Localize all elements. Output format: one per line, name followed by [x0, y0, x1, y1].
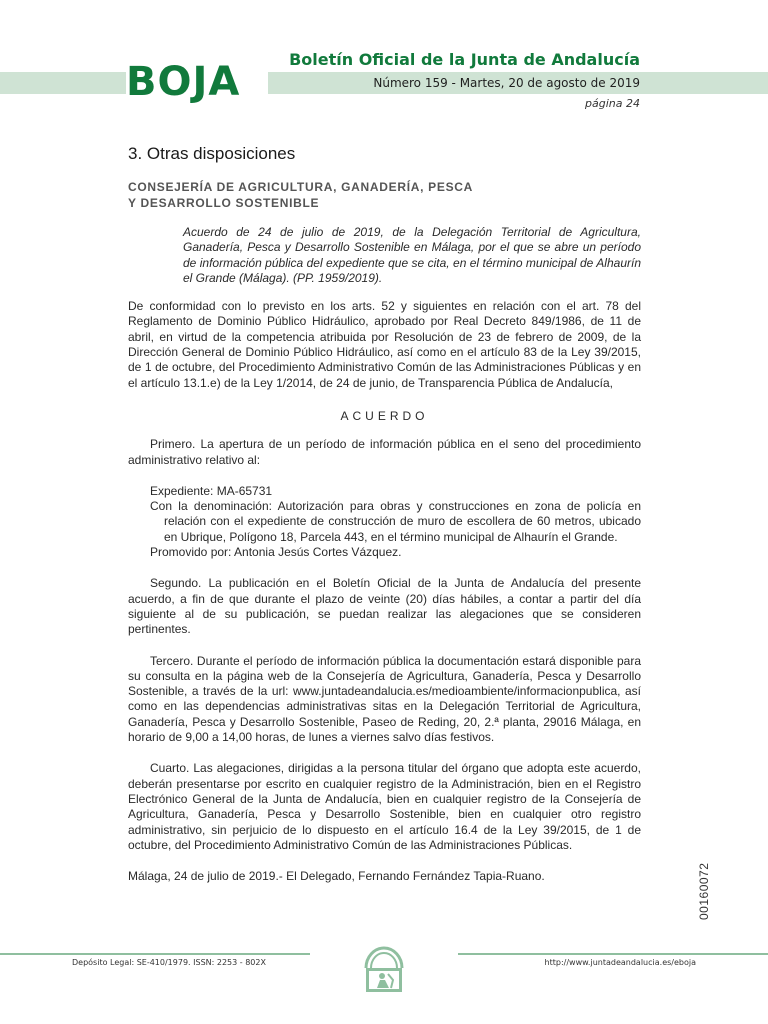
intro-paragraph: De conformidad con lo previsto en los arts. 52 y siguientes en relación con el art. 78 del Reglamento de Dominio Público Hidráulico, aprobado por Real Decreto 849/1986, de 11 de abril, en virtud de la competencia atribuida por Resolución de 23 de febrero de 2009, de la Dirección General de Dominio Público Hidráulico, así como en el artículo 83 de la Ley 39/2015, de 1 de octubre, del Procedimiento Administrativo Común de las Administraciones Públicas y en el artículo 13.1.e) de la Ley 1/2014, de 24 de junio, de Transparencia Pública de Andalucía, — [128, 299, 641, 390]
acuerdo-heading: ACUERDO — [340, 408, 429, 423]
legal-deposit: Depósito Legal: SE-410/1979. ISSN: 2253 - 802X — [72, 958, 266, 967]
expediente-line: Expediente: MA-65731 — [150, 483, 273, 498]
footer-url[interactable]: http://www.juntadeandalucia.es/eboja — [544, 958, 696, 967]
consejeria-heading — [128, 179, 641, 211]
signature-line: Málaga, 24 de julio de 2019.- El Delegado, Fernando Fernández Tapia-Ruano. — [128, 869, 545, 884]
promovido-line: Promovido por: Antonia Jesús Cortes Vázquez. — [150, 545, 402, 560]
paragraph-cuarto: Cuarto. Las alegaciones, dirigidas a la persona titular del órgano que adopta este acuerdo, deberán presentarse por escrito en cualquier registro de la Administración, bien en el Registro Electrónico General de la Junta de Andalucía, bien en cualquier registro de la Consejería de Agricultura, Ganadería, Pesca y Desarrollo Sostenible, bien en cualquier otro registro administrativo, sin perjuicio de lo dispuesto en el artículo 16.4 de la Ley 39/2015, de 1 de octubre, del Procedimiento Administrativo Común de las Administraciones Públicas. — [128, 761, 641, 852]
page-number: página 24 — [585, 97, 640, 110]
denominacion-line: Con la denominación: Autorización para obras y construcciones en zona de policía en relación con el expediente de construcción de muro de escollera de 60 metros, ubicado en Ubrique, Polígono 18, Parcela 443, en el término municipal de Alhaurín el Grande. — [150, 499, 641, 544]
header-band-left — [0, 72, 126, 94]
consejeria-line-2: Y DESARROLLO SOSTENIBLE — [128, 196, 320, 210]
expediente-block — [150, 484, 641, 560]
issue-number: Número 159 - Martes, 20 de agosto de 2019 — [373, 76, 640, 90]
boja-logo: BOJA — [126, 58, 262, 106]
agreement-title: Acuerdo de 24 de julio de 2019, de la Delegación Territorial de Agricultura, Ganadería, Pesca y Desarrollo Sostenible en Málaga, por el que se abre un período de información pública del expediente que se cita, en el término municipal de Alhaurín el Grande (Málaga). (PP. 1959/2019). — [183, 225, 641, 285]
section-title: 3. Otras disposiciones — [128, 144, 296, 163]
consejeria-line-1: CONSEJERÍA DE AGRICULTURA, GANADERÍA, PESCA — [128, 180, 474, 194]
document-body — [128, 143, 641, 884]
paragraph-primero: Primero. La apertura de un período de información pública en el seno del procedimiento administrativo relativo al: — [128, 437, 641, 467]
junta-emblem-icon — [360, 940, 408, 996]
bulletin-title: Boletín Oficial de la Junta de Andalucía — [289, 50, 640, 69]
paragraph-segundo: Segundo. La publicación en el Boletín Oficial de la Junta de Andalucía del presente acuerdo, a fin de que durante el plazo de veinte (20) días hábiles, a contar a partir del día siguiente al de su publicación, se puedan realizar las alegaciones que se consideren pertinentes. — [128, 576, 641, 637]
paragraph-tercero: Tercero. Durante el período de información pública la documentación estará disponible para su consulta en la página web de la Consejería de Agricultura, Ganadería, Pesca y Desarrollo Sostenible, a través de la url: www.juntadeandalucia.es/medioambiente/informacionpublica, así como en las dependencias administrativas sitas en la Delegación Territorial de Agricultura, Ganadería, Pesca y Desarrollo Sostenible, Paseo de Reding, 20, 2.ª planta, 29016 Málaga, en horario de 9,00 a 14,00 horas, de lunes a viernes salvo días festivos. — [128, 653, 641, 745]
footer-line-left — [0, 953, 310, 955]
footer-line-right — [458, 953, 768, 955]
document-code: 00160072 — [697, 862, 711, 920]
